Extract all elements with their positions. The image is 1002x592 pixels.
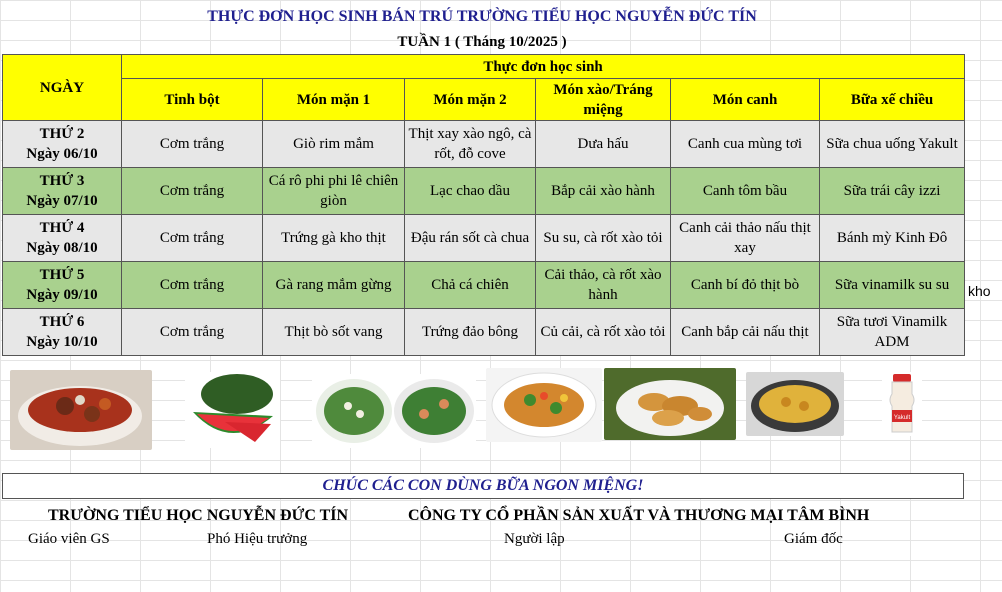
menu-cell: Canh bí đỏ thịt bò bbox=[671, 262, 820, 309]
menu-cell: Sữa tươi Vinamilk ADM bbox=[820, 309, 965, 356]
signature-role: Phó Hiệu trưởng bbox=[207, 531, 308, 547]
col-header: Món xào/Tráng miệng bbox=[536, 79, 671, 121]
menu-cell: Sữa trái cây izzi bbox=[820, 168, 965, 215]
menu-cell: Củ cải, cà rốt xào tỏi bbox=[536, 309, 671, 356]
menu-cell: Cơm trắng bbox=[122, 309, 263, 356]
mixed-vegetables-photo bbox=[486, 368, 602, 442]
watermelon-photo bbox=[185, 372, 280, 448]
menu-cell: Thịt bò sốt vang bbox=[263, 309, 405, 356]
beef-stew-photo bbox=[10, 370, 152, 450]
fried-fish-photo bbox=[604, 368, 736, 440]
yakult-label: Yakult bbox=[893, 415, 911, 421]
signature-role: Giám đốc bbox=[784, 531, 843, 547]
table-row bbox=[3, 262, 965, 309]
day-cell: THỨ 4 Ngày 08/10 bbox=[3, 215, 122, 262]
stray-cell-text: kho bbox=[968, 283, 991, 299]
company-name: CÔNG TY CỔ PHẦN SẢN XUẤT VÀ THƯƠNG MẠI TÂM BÌNH bbox=[408, 507, 870, 524]
menu-cell: Cải thảo, cà rốt xào hành bbox=[536, 262, 671, 309]
menu-cell: Cơm trắng bbox=[122, 121, 263, 168]
menu-cell: Canh cua mùng tơi bbox=[671, 121, 820, 168]
day-cell: THỨ 2 Ngày 06/10 bbox=[3, 121, 122, 168]
day-cell: THỨ 3 Ngày 07/10 bbox=[3, 168, 122, 215]
menu-cell: Thịt xay xào ngô, cà rốt, đỗ cove bbox=[405, 121, 536, 168]
yakult-bottle-photo bbox=[882, 372, 922, 436]
stir-fry-greens-photo bbox=[312, 374, 476, 448]
menu-cell: Canh cải thảo nấu thịt xay bbox=[671, 215, 820, 262]
table-row bbox=[3, 168, 965, 215]
week-subtitle: TUẦN 1 ( Tháng 10/2025 ) bbox=[397, 34, 567, 50]
table-row bbox=[3, 309, 965, 356]
menu-cell: Cơm trắng bbox=[122, 215, 263, 262]
menu-cell: Giò rim mắm bbox=[263, 121, 405, 168]
col-header: Món canh bbox=[671, 79, 820, 121]
menu-cell: Cá rô phi phi lê chiên giòn bbox=[263, 168, 405, 215]
table-row bbox=[3, 215, 965, 262]
menu-title: THỰC ĐƠN HỌC SINH BÁN TRÚ TRƯỜNG TIỂU HỌC NGUYỄN ĐỨC TÍN bbox=[207, 8, 757, 25]
menu-cell: Sữa chua uống Yakult bbox=[820, 121, 965, 168]
menu-cell: Dưa hấu bbox=[536, 121, 671, 168]
menu-cell: Cơm trắng bbox=[122, 262, 263, 309]
menu-cell: Chả cá chiên bbox=[405, 262, 536, 309]
menu-cell: Đậu rán sốt cà chua bbox=[405, 215, 536, 262]
group-header: Thực đơn học sinh bbox=[122, 55, 965, 79]
day-header: NGÀY bbox=[3, 55, 122, 121]
menu-cell: Bánh mỳ Kinh Đô bbox=[820, 215, 965, 262]
menu-cell: Bắp cải xào hành bbox=[536, 168, 671, 215]
signature-role: Người lập bbox=[504, 531, 565, 547]
menu-cell: Trứng gà kho thịt bbox=[263, 215, 405, 262]
menu-table bbox=[2, 54, 965, 356]
col-header: Món mặn 2 bbox=[405, 79, 536, 121]
col-header: Tinh bột bbox=[122, 79, 263, 121]
table-row bbox=[3, 121, 965, 168]
greeting-banner: CHÚC CÁC CON DÙNG BỮA NGON MIỆNG! bbox=[2, 473, 964, 499]
col-header: Món mặn 1 bbox=[263, 79, 405, 121]
col-header: Bữa xế chiều bbox=[820, 79, 965, 121]
menu-cell: Su su, cà rốt xào tỏi bbox=[536, 215, 671, 262]
pumpkin-soup-photo bbox=[746, 372, 844, 436]
menu-cell: Trứng đảo bông bbox=[405, 309, 536, 356]
menu-cell: Cơm trắng bbox=[122, 168, 263, 215]
menu-cell: Lạc chao dầu bbox=[405, 168, 536, 215]
day-cell: THỨ 6 Ngày 10/10 bbox=[3, 309, 122, 356]
signature-role: Giáo viên GS bbox=[28, 531, 110, 547]
menu-cell: Canh tôm bầu bbox=[671, 168, 820, 215]
menu-cell: Sữa vinamilk su su bbox=[820, 262, 965, 309]
day-cell: THỨ 5 Ngày 09/10 bbox=[3, 262, 122, 309]
menu-cell: Canh bắp cải nấu thịt bbox=[671, 309, 820, 356]
school-name: TRƯỜNG TIỂU HỌC NGUYỄN ĐỨC TÍN bbox=[48, 507, 349, 524]
menu-cell: Gà rang mắm gừng bbox=[263, 262, 405, 309]
